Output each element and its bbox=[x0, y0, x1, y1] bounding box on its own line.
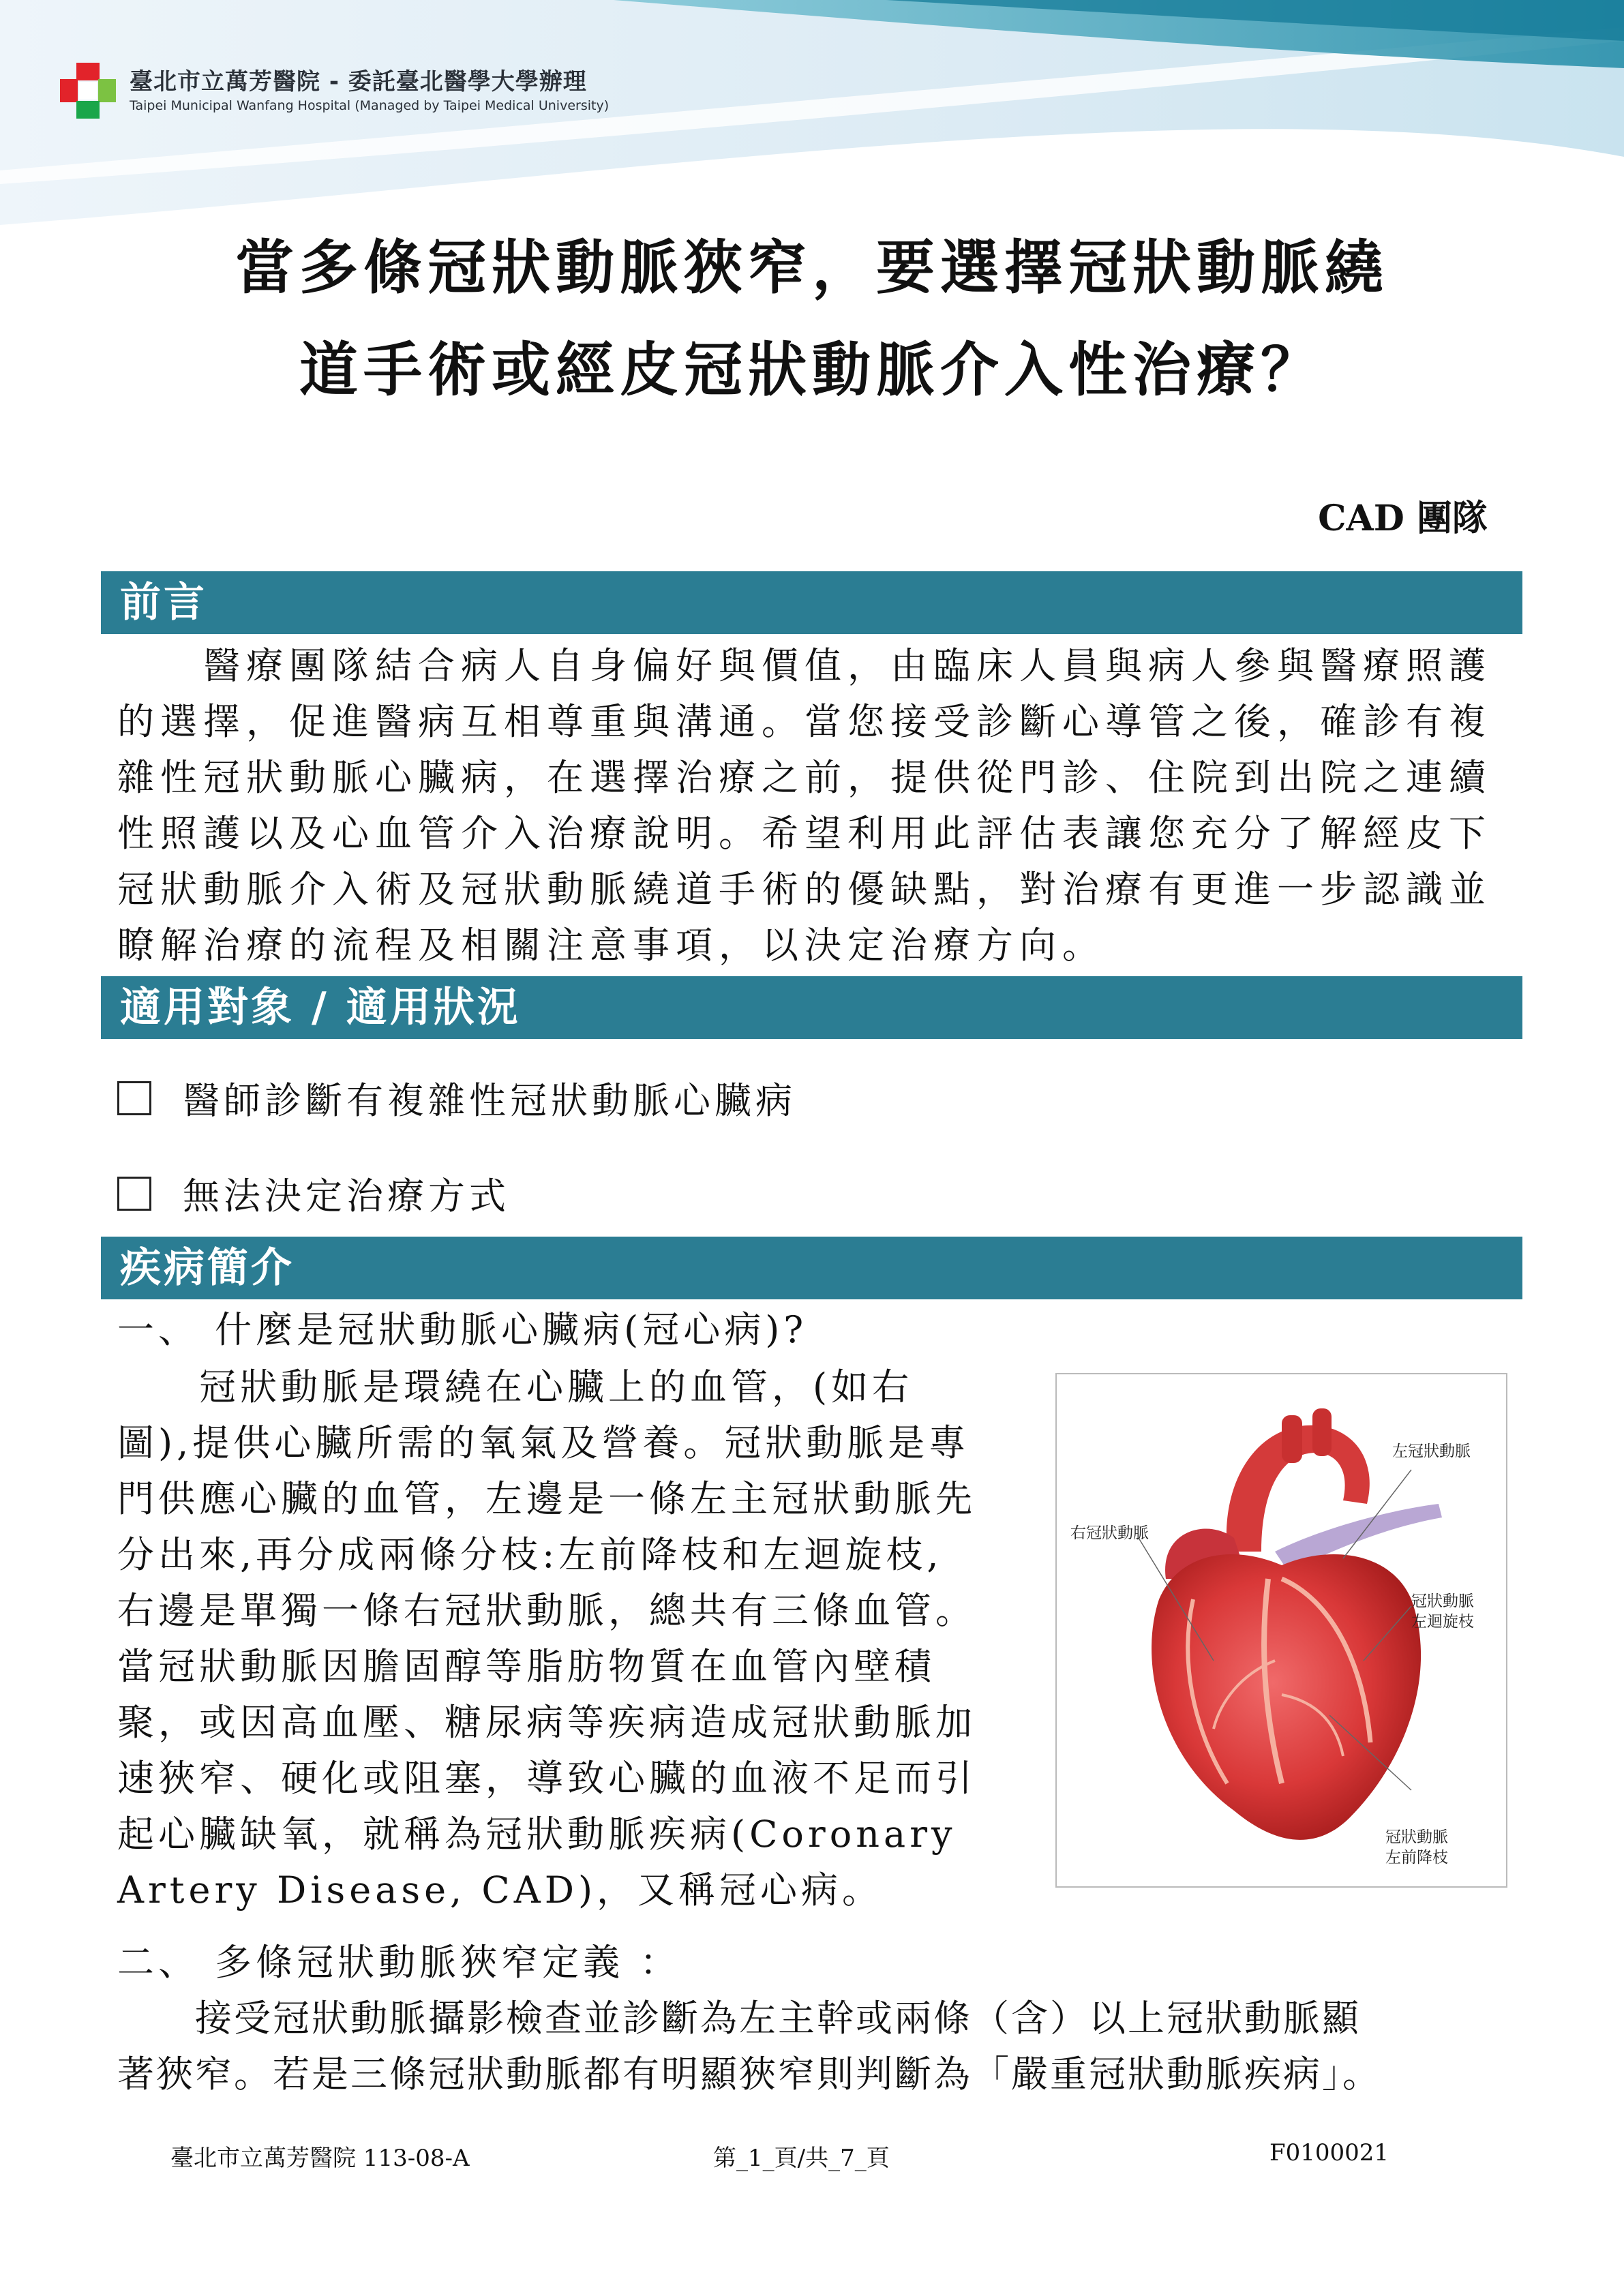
footer-form-id: F0100021 bbox=[1269, 2139, 1389, 2166]
label-lad-line-2: 左前降枝 bbox=[1385, 1849, 1448, 1867]
text-line: 接受冠狀動脈攝影檢查並診斷為左主幹或兩條（含）以上冠狀動脈顯 bbox=[117, 1997, 1361, 2040]
footer-page-number: 第_1_頁/共_7_頁 bbox=[713, 2145, 890, 2172]
label-right-coronary-artery: 右冠狀動脈 bbox=[1070, 1524, 1149, 1542]
section-header-disease bbox=[101, 1237, 1522, 1299]
text-line: 冠狀動脈是環繞在心臟上的血管，(如右 bbox=[117, 1365, 914, 1408]
text-line: 醫療團隊結合病人自身偏好與價值，由臨床人員與病人參與醫療照護 bbox=[117, 644, 1492, 687]
text-line: 性照護以及心血管介入治療說明。希望利用此評估表讓您充分了解經皮下 bbox=[117, 812, 1492, 855]
checkbox[interactable] bbox=[117, 1081, 151, 1115]
text-line: 門供應心臟的血管，左邊是一條左主冠狀動脈先 bbox=[117, 1477, 976, 1520]
footer-document-code: 臺北市立萬芳醫院 113-08-A bbox=[170, 2145, 470, 2172]
hospital-logo bbox=[60, 63, 609, 119]
intro-paragraph bbox=[117, 638, 1492, 973]
question-1-heading: 一、 什麼是冠狀動脈心臟病(冠心病)? bbox=[117, 1308, 808, 1351]
text-line: 當冠狀動脈因膽固醇等脂肪物質在血管內壁積 bbox=[117, 1645, 935, 1688]
checkbox-label: 無法決定治療方式 bbox=[183, 1175, 510, 1218]
text-line: 瞭解治療的流程及相關注意事項，以決定治療方向。 bbox=[117, 924, 1105, 967]
heart-diagram bbox=[1055, 1373, 1507, 1888]
text-line: 圖),提供心臟所需的氧氣及營養。冠狀動脈是專 bbox=[117, 1421, 970, 1464]
label-left-coronary-artery: 左冠狀動脈 bbox=[1392, 1442, 1471, 1460]
section-title: 疾病簡介 bbox=[120, 1244, 295, 1292]
label-circumflex-line-2: 左迴旋枝 bbox=[1411, 1613, 1474, 1631]
checkbox-option-2[interactable] bbox=[117, 1167, 510, 1220]
label-circumflex-line-1: 冠狀動脈 bbox=[1411, 1592, 1474, 1610]
text-line: 右邊是單獨一條右冠狀動脈，總共有三條血管。 bbox=[117, 1589, 976, 1632]
section-header-target bbox=[101, 976, 1522, 1039]
text-line: 速狹窄、硬化或阻塞，導致心臟的血液不足而引 bbox=[117, 1757, 976, 1800]
hospital-name-cn: 臺北市立萬芳醫院 - 委託臺北醫學大學辦理 bbox=[130, 68, 587, 95]
text-line: 的選擇，促進醫病互相尊重與溝通。當您接受診斷心導管之後，確診有複 bbox=[117, 700, 1492, 743]
page-title-line-1: 當多條冠狀動脈狹窄，要選擇冠狀動脈繞 bbox=[235, 233, 1389, 302]
text-line: 冠狀動脈介入術及冠狀動脈繞道手術的優缺點，對治療有更進一步認識並 bbox=[117, 868, 1492, 911]
text-line: 聚，或因高血壓、糖尿病等疾病造成冠狀動脈加 bbox=[117, 1701, 976, 1744]
author-team: CAD 團隊 bbox=[1318, 498, 1488, 539]
question-1-body bbox=[117, 1359, 976, 1918]
question-2-heading: 二、 多條冠狀動脈狹窄定義 ： bbox=[117, 1941, 681, 1984]
checkbox[interactable] bbox=[117, 1177, 151, 1211]
text-line: 起心臟缺氧，就稱為冠狀動脈疾病(Coronary bbox=[117, 1813, 957, 1856]
text-line: 雜性冠狀動脈心臟病，在選擇治療之前，提供從門診、住院到出院之連續 bbox=[117, 756, 1492, 799]
checkbox-option-1[interactable] bbox=[117, 1072, 796, 1124]
checkbox-label: 醫師診斷有複雜性冠狀動脈心臟病 bbox=[183, 1079, 796, 1122]
section-title: 適用對象 / 適用狀況 bbox=[120, 984, 521, 1031]
section-header-intro bbox=[101, 571, 1522, 634]
hospital-cross-icon bbox=[60, 63, 116, 119]
text-line: Artery Disease, CAD)，又稱冠心病。 bbox=[117, 1869, 884, 1912]
text-line: 著狹窄。若是三條冠狀動脈都有明顯狹窄則判斷為「嚴重冠狀動脈疾病」。 bbox=[117, 2053, 1381, 2096]
text-line: 分出來,再分成兩條分枝:左前降枝和左迴旋枝, bbox=[117, 1533, 943, 1576]
label-lad-line-1: 冠狀動脈 bbox=[1385, 1828, 1448, 1846]
page-title-line-2: 道手術或經皮冠狀動脈介入性治療？ bbox=[299, 335, 1325, 404]
hospital-name-en: Taipei Municipal Wanfang Hospital (Managed by Taipei Medical University) bbox=[130, 98, 610, 113]
question-2-body bbox=[117, 1991, 1381, 2102]
section-title: 前言 bbox=[120, 579, 207, 626]
